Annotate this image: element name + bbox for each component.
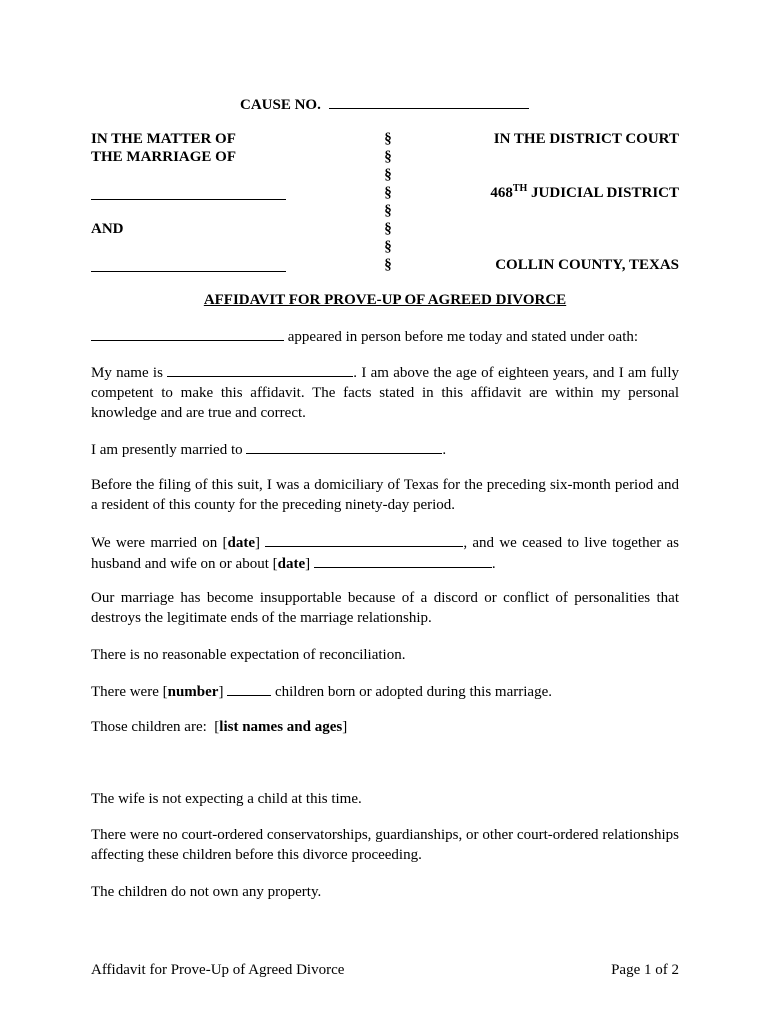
party2-blank: [91, 271, 286, 272]
spouse-name-blank: [246, 439, 442, 454]
paragraph-text: Those children are: [: [91, 719, 220, 735]
paragraph-text: My name is: [91, 365, 163, 381]
footer-page-number: Page 1 of 2: [611, 962, 679, 978]
paragraph-married-to: [91, 439, 679, 460]
cause-number-line: [240, 94, 529, 115]
paragraph-text: ]: [218, 684, 224, 700]
date-placeholder: date: [277, 556, 306, 572]
section-symbol: §: [384, 131, 392, 147]
paragraph-no-court-orders: There were no court-ordered conservatorships, guardianships, or other court-ordered relationships affecting these children before this divorce proceeding.: [91, 827, 679, 863]
names-ages-placeholder: list names and ages: [219, 719, 343, 735]
children-count-blank: [227, 681, 271, 696]
paragraph-appeared: [91, 326, 679, 347]
separation-date-blank: [314, 553, 492, 568]
county-label: COLLIN COUNTY, TEXAS: [495, 257, 679, 273]
judicial-district: [490, 183, 679, 203]
paragraph-text: ]: [342, 719, 348, 735]
paragraph-text: .: [491, 556, 496, 572]
court-label: IN THE DISTRICT COURT: [493, 131, 679, 147]
paragraph-reconciliation: There is no reasonable expectation of reconciliation.: [91, 647, 406, 663]
my-name-blank: [167, 362, 353, 377]
paragraph-children-count: [91, 681, 679, 702]
date-placeholder: date: [227, 535, 256, 551]
district-label: JUDICIAL DISTRICT: [531, 185, 679, 201]
caption-left-line2: THE MARRIAGE OF: [91, 149, 237, 165]
paragraph-text: children born or adopted during this marriage.: [274, 684, 552, 700]
paragraph-text: . I am above the age of eighteen years, and I am fully competent to make this affidavit. The facts stated in this affidavit are within my personal knowledge and are true and correct.: [91, 365, 680, 421]
section-symbol: §: [384, 203, 392, 219]
district-number: 468: [490, 185, 513, 201]
marriage-date-blank: [265, 532, 463, 547]
paragraph-text: There were [: [91, 684, 168, 700]
paragraph-children-names: [91, 717, 679, 737]
paragraph-insupportable: Our marriage has become insupportable because of a discord or conflict of personalities that destroys the legitimate ends of the marriage relationship.: [91, 590, 679, 626]
document-title: AFFIDAVIT FOR PROVE-UP OF AGREED DIVORCE: [203, 292, 567, 308]
affiant-name-blank: [91, 326, 284, 341]
section-symbol: §: [384, 221, 392, 237]
paragraph-my-name: [91, 362, 679, 423]
paragraph-text: We were married on [: [91, 535, 228, 551]
paragraph-domicile: Before the filing of this suit, I was a domiciliary of Texas for the preceding six-month period and a resident of this county for the preceding ninety-day period.: [91, 477, 679, 513]
cause-number-blank: [329, 94, 529, 109]
section-symbol: §: [384, 149, 392, 165]
paragraph-text: , and we ceased to live together as husband and wife on or about [: [91, 535, 680, 572]
district-suffix: TH: [512, 183, 528, 194]
paragraph-text: ]: [305, 556, 311, 572]
section-symbol: §: [384, 239, 392, 255]
section-symbol: §: [384, 257, 392, 273]
footer-title: Affidavit for Prove-Up of Agreed Divorce: [91, 962, 345, 978]
party1-blank: [91, 199, 286, 200]
paragraph-no-property: The children do not own any property.: [91, 884, 322, 900]
paragraph-not-expecting: The wife is not expecting a child at this time.: [91, 791, 362, 807]
section-symbol: §: [384, 167, 392, 183]
caption-left-line1: IN THE MATTER OF: [91, 131, 236, 147]
paragraph-text: appeared in person before me today and stated under oath:: [287, 329, 639, 345]
paragraph-text: ]: [255, 535, 261, 551]
section-symbol: §: [384, 185, 392, 201]
paragraph-text: I am presently married to: [91, 442, 243, 458]
cause-label: CAUSE NO.: [240, 97, 321, 113]
caption-and: AND: [91, 221, 124, 237]
paragraph-text: .: [442, 442, 447, 458]
paragraph-marriage-dates: [91, 532, 679, 574]
number-placeholder: number: [167, 684, 219, 700]
